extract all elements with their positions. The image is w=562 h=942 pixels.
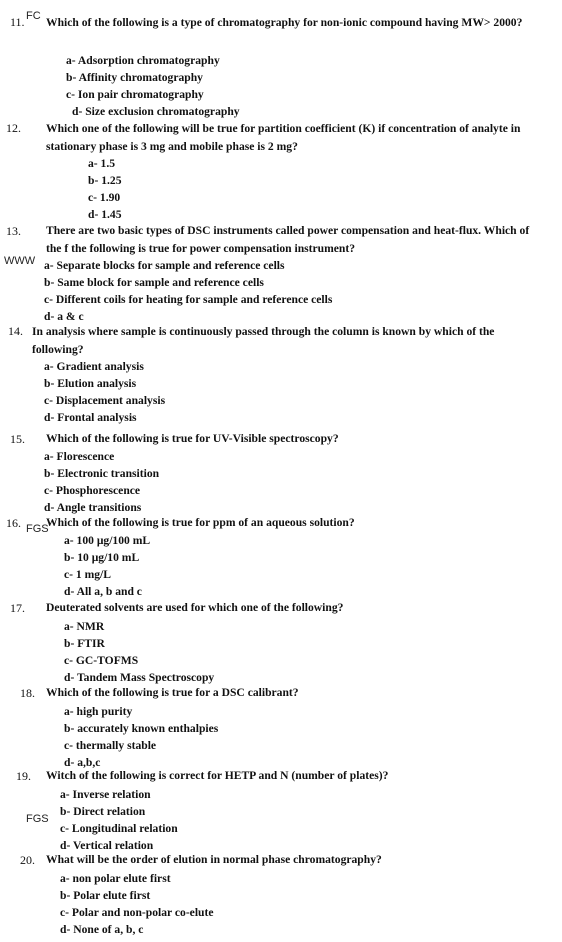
option: a- 100 μg/100 mL [64,534,151,547]
option: c- Longitudinal relation [60,822,178,835]
option: d- Vertical relation [60,839,154,852]
question-number: 20. [20,853,35,867]
option: b- Direct relation [60,805,146,818]
question-number: 15. [10,432,25,446]
question-text: Witch of the following is correct for HETP and N (number of plates)? [46,769,389,782]
option: c- Different coils for heating for sample and reference cells [44,293,333,306]
option: c- GC-TOFMS [64,654,139,667]
question-number: 16. [6,516,21,530]
option: b- Electronic transition [44,467,160,480]
option: c- Displacement analysis [44,394,166,407]
option: b- Same block for sample and reference cells [44,276,264,289]
option: a- Florescence [44,450,115,463]
question-number: 17. [10,601,25,615]
option: b- accurately known enthalpies [64,722,219,735]
question-text: Which of the following is true for ppm of an aqueous solution? [46,516,355,529]
option: a- 1.5 [88,157,116,170]
option: d- a & c [44,310,84,323]
option: d- All a, b and c [64,585,142,598]
question-number: 12. [6,121,21,135]
option: a- NMR [64,620,105,633]
question-number: 19. [16,769,31,783]
option: d- a,b,c [64,756,101,769]
option: b- 1.25 [88,174,122,187]
option: c- Polar and non-polar co-elute [60,906,214,919]
option: a- Separate blocks for sample and reference cells [44,259,285,272]
question-number: 13. [6,224,21,238]
question-text: What will be the order of elution in normal phase chromatography? [46,853,382,866]
option: c- 1.90 [88,191,121,204]
question-text: Which of the following is true for a DSC calibrant? [46,686,299,699]
option: c- 1 mg/L [64,568,112,581]
question-number: 18. [20,686,35,700]
option: c- thermally stable [64,739,157,752]
option: b- Affinity chromatography [66,71,203,84]
question-number: 14. [8,324,23,338]
option: c- Phosphorescence [44,484,141,497]
option: a- Inverse relation [60,788,151,801]
option: b- Polar elute first [60,889,151,902]
question-text: In analysis where sample is continuously passed through the column is known by which of the following? [32,325,495,356]
option: b- 10 μg/10 mL [64,551,140,564]
option: a- Gradient analysis [44,360,144,373]
question-text: Which of the following is a type of chromatography for non-ionic compound having MW> 2000? [46,16,523,29]
watermark: FGS [26,813,49,825]
option: d- 1.45 [88,208,122,221]
option: c- Ion pair chromatography [66,88,204,101]
option: b- FTIR [64,637,105,650]
watermark: WWW [4,255,36,267]
option: a- high purity [64,705,133,718]
option: a- Adsorption chromatography [66,54,220,67]
option: a- non polar elute first [60,872,171,885]
question-text: Which one of the following will be true for partition coefficient (K) if concentration of analyte in stationary phase is 3 mg and mobile phase is 2 mg? [46,122,521,153]
watermark: FGS [26,523,49,535]
question-number: 11. [10,15,25,29]
option: d- None of a, b, c [60,923,144,936]
watermark: FC [26,10,41,22]
option: d- Size exclusion chromatography [72,105,240,118]
option: b- Elution analysis [44,377,137,390]
option: d- Frontal analysis [44,411,137,424]
option: d- Angle transitions [44,501,142,514]
option: d- Tandem Mass Spectroscopy [64,671,215,684]
question-text: Deuterated solvents are used for which one of the following? [46,601,344,614]
question-text: There are two basic types of DSC instruments called power compensation and heat-flux. Which of the f the following is true for power compensation instrument? [46,224,530,255]
question-text: Which of the following is true for UV-Visible spectroscopy? [46,432,339,445]
